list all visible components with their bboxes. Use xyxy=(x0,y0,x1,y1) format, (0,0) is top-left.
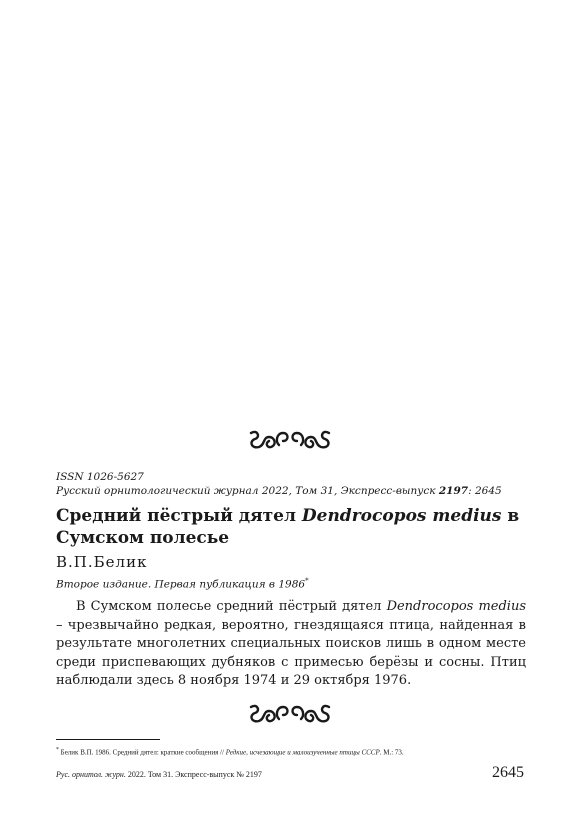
edition-note xyxy=(56,577,309,591)
body-text-after: – чрезвычайно редкая, вероятно, гнездящаяся птица, найденная в результате многолетних специальных поисков лишь в одном месте среди приспевающих дубняков с примесью берёзы и сосны. Птиц наблюдали здесь 8 ноября 1974 и 29 октября 1976. xyxy=(56,617,526,689)
page-number: 2645 xyxy=(492,764,524,781)
journal-citation xyxy=(56,484,502,498)
title-latin: Dendrocopos medius xyxy=(301,506,502,526)
journal-pages: : 2645 xyxy=(468,485,502,497)
edition-footnote-mark: * xyxy=(305,577,309,585)
footer-journal: Рус. орнитол. журн. xyxy=(56,770,126,779)
footnote-divider xyxy=(56,739,160,740)
edition-text: Второе издание. Первая публикация в 1986 xyxy=(56,578,306,591)
footnote-mark: * xyxy=(56,747,59,753)
body-paragraph xyxy=(56,598,526,691)
floral-ornament-icon xyxy=(247,701,333,725)
footnote-source: Редкие, исчезающие и малоизученные птицы СССР xyxy=(225,748,380,757)
title-part1: Средний пёстрый дятел xyxy=(56,506,302,526)
article-title xyxy=(56,505,526,549)
title-part2: в Сумском полесье xyxy=(56,506,520,548)
footer-issue: 2022. Том 31. Экспресс-выпуск № 2197 xyxy=(125,770,262,779)
ornament-bottom xyxy=(0,697,580,727)
body-text-before: В Сумском полесье средний пёстрый дятел xyxy=(76,599,387,614)
author-name: В.П.Белик xyxy=(56,553,148,571)
footnote-text: Белик В.П. 1986. Средний дятел: краткие сообщения // xyxy=(58,748,226,757)
ornament-top xyxy=(0,423,580,453)
footnote-end: . М.: 73. xyxy=(379,748,404,757)
journal-prefix: Русский орнитологический журнал 2022, Том 31, Экспресс-выпуск xyxy=(56,485,439,497)
body-latin-name: Dendrocopos medius xyxy=(386,599,526,614)
footnote xyxy=(56,745,404,757)
issn-block xyxy=(56,470,502,498)
issn-line: ISSN 1026-5627 xyxy=(56,471,144,483)
floral-ornament-icon xyxy=(247,427,333,451)
issue-number: 2197 xyxy=(438,485,469,497)
running-footer xyxy=(56,770,262,779)
